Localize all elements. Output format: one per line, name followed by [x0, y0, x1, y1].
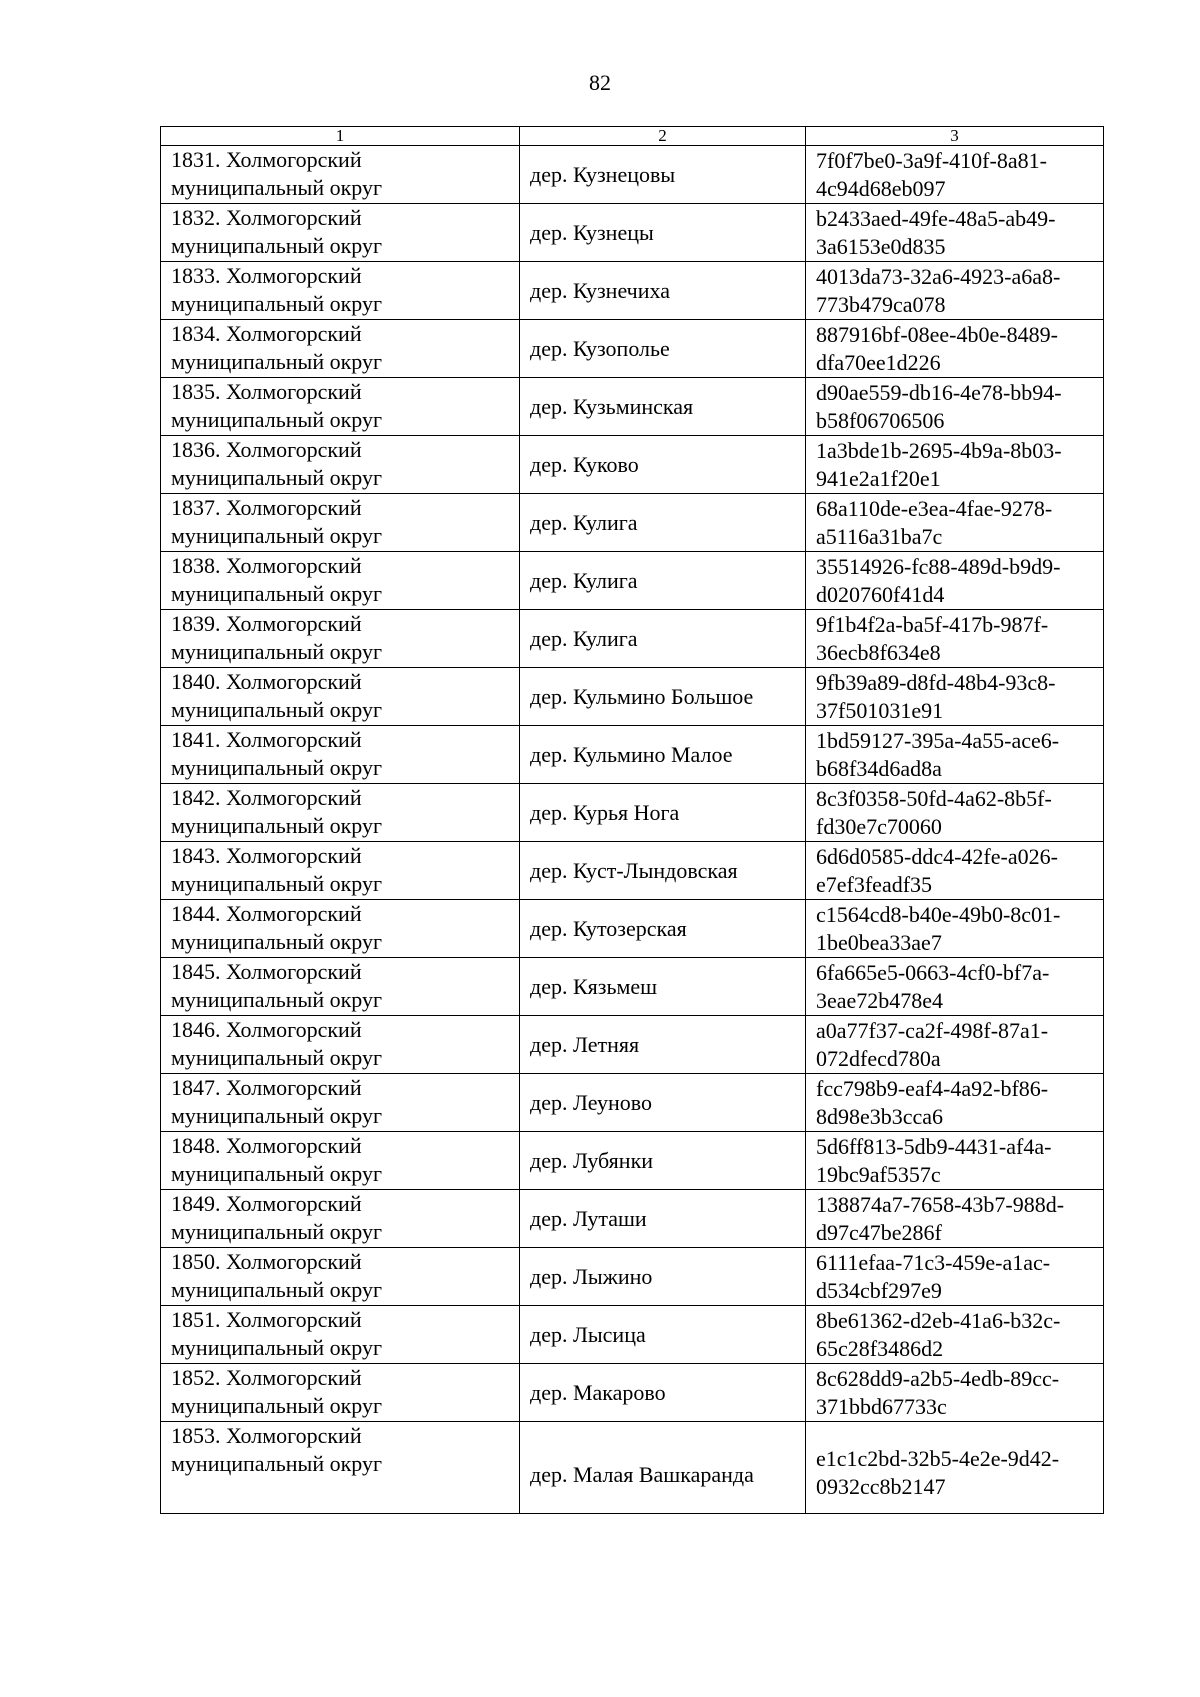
table-row: [161, 1016, 1104, 1074]
guid-part-1: 5d6ff813-5db9-4431-af4a-: [816, 1133, 1052, 1159]
guid-part-1: 68a110de-e3ea-4fae-9278-: [816, 495, 1053, 521]
municipality-cell: [161, 1190, 520, 1248]
settlement-name: дер. Лыжино: [530, 1263, 653, 1289]
guid-cell: [806, 320, 1104, 378]
settlement-name: дер. Кулига: [530, 567, 638, 593]
district-text: муниципальный округ: [171, 813, 383, 838]
municipality-cell: [161, 262, 520, 320]
table-row: [161, 552, 1104, 610]
guid-part-1: fcc798b9-eaf4-4a92-bf86-: [816, 1075, 1049, 1101]
municipality-cell: [161, 842, 520, 900]
settlement-name: дер. Луташи: [530, 1205, 647, 1231]
row-number-text: 1853. Холмогорский: [171, 1423, 362, 1448]
municipality-cell: [161, 900, 520, 958]
guid-part-2: d534cbf297e9: [816, 1277, 942, 1303]
table-row: [161, 1190, 1104, 1248]
district-text: муниципальный округ: [171, 1451, 383, 1476]
settlement-cell: [520, 1248, 806, 1306]
row-number-text: 1840. Холмогорский: [171, 669, 362, 694]
municipality-cell: [161, 1074, 520, 1132]
district-text: муниципальный округ: [171, 1103, 383, 1128]
district-text: муниципальный округ: [171, 1161, 383, 1186]
guid-part-1: 8be61362-d2eb-41a6-b32c-: [816, 1307, 1061, 1333]
guid-part-1: b2433aed-49fe-48a5-ab49-: [816, 205, 1056, 231]
row-number-text: 1839. Холмогорский: [171, 611, 362, 636]
settlement-cell: [520, 726, 806, 784]
municipality-cell: [161, 1132, 520, 1190]
table-row: [161, 958, 1104, 1016]
column-header-2: 2: [520, 127, 806, 146]
district-text: муниципальный округ: [171, 871, 383, 896]
guid-part-2: 8d98e3b3cca6: [816, 1103, 944, 1129]
guid-part-2: 4c94d68eb097: [816, 175, 946, 201]
guid-cell: [806, 1190, 1104, 1248]
row-number-text: 1835. Холмогорский: [171, 379, 362, 404]
column-header-3: 3: [806, 127, 1104, 146]
district-text: муниципальный округ: [171, 1045, 383, 1070]
settlement-name: дер. Кульмино Большое: [530, 683, 754, 709]
settlement-name: дер. Кузнецовы: [530, 161, 676, 187]
table-row: [161, 610, 1104, 668]
guid-part-1: 1bd59127-395a-4a55-ace6-: [816, 727, 1060, 753]
settlement-name: дер. Малая Вашкаранда: [530, 1461, 754, 1487]
row-number-text: 1834. Холмогорский: [171, 321, 362, 346]
settlement-cell: [520, 668, 806, 726]
settlement-cell: [520, 378, 806, 436]
table-row: [161, 1306, 1104, 1364]
settlement-cell: [520, 262, 806, 320]
settlement-cell: [520, 900, 806, 958]
settlement-cell: [520, 552, 806, 610]
district-text: муниципальный округ: [171, 639, 383, 664]
table-row: [161, 262, 1104, 320]
municipality-cell: [161, 204, 520, 262]
municipality-cell: [161, 146, 520, 204]
table-row: [161, 320, 1104, 378]
municipality-cell: [161, 1248, 520, 1306]
page-number: 82: [589, 70, 611, 95]
table-row: [161, 1132, 1104, 1190]
guid-cell: [806, 378, 1104, 436]
district-text: муниципальный округ: [171, 1277, 383, 1302]
guid-part-2: d97c47be286f: [816, 1219, 942, 1245]
row-number-text: 1843. Холмогорский: [171, 843, 362, 868]
row-number-text: 1832. Холмогорский: [171, 205, 362, 230]
row-number-text: 1838. Холмогорский: [171, 553, 362, 578]
district-text: муниципальный округ: [171, 987, 383, 1012]
column-header-1: 1: [161, 127, 520, 146]
settlement-name: дер. Куково: [530, 451, 639, 477]
table-row: [161, 1248, 1104, 1306]
table-row: [161, 378, 1104, 436]
guid-part-1: 6fa665e5-0663-4cf0-bf7a-: [816, 959, 1050, 985]
guid-part-1: 8c3f0358-50fd-4a62-8b5f-: [816, 785, 1052, 811]
settlement-name: дер. Кулига: [530, 625, 638, 651]
settlements-table: [160, 126, 1104, 1514]
district-text: муниципальный округ: [171, 465, 383, 490]
guid-part-1: 8c628dd9-a2b5-4edb-89cc-: [816, 1365, 1060, 1391]
row-number-text: 1850. Холмогорский: [171, 1249, 362, 1274]
district-text: муниципальный округ: [171, 929, 383, 954]
row-number-text: 1846. Холмогорский: [171, 1017, 362, 1042]
municipality-cell: [161, 726, 520, 784]
guid-part-1: c1564cd8-b40e-49b0-8c01-: [816, 901, 1061, 927]
guid-part-1: a0a77f37-ca2f-498f-87a1-: [816, 1017, 1049, 1043]
row-number-text: 1836. Холмогорский: [171, 437, 362, 462]
guid-part-2: b68f34d6ad8a: [816, 755, 942, 781]
table-row: [161, 784, 1104, 842]
guid-part-2: 371bbd67733c: [816, 1393, 947, 1419]
table-row: [161, 726, 1104, 784]
settlement-cell: [520, 1190, 806, 1248]
settlement-cell: [520, 1306, 806, 1364]
guid-part-2: fd30e7c70060: [816, 813, 942, 839]
guid-cell: [806, 1364, 1104, 1422]
settlement-name: дер. Макарово: [530, 1379, 666, 1405]
district-text: муниципальный округ: [171, 1219, 383, 1244]
municipality-cell: [161, 1016, 520, 1074]
guid-cell: [806, 842, 1104, 900]
guid-cell: [806, 1422, 1104, 1514]
guid-cell: [806, 262, 1104, 320]
guid-part-2: 37f501031e91: [816, 697, 944, 723]
table-row: [161, 668, 1104, 726]
district-text: муниципальный округ: [171, 1335, 383, 1360]
district-text: муниципальный округ: [171, 581, 383, 606]
row-number-text: 1848. Холмогорский: [171, 1133, 362, 1158]
guid-cell: [806, 494, 1104, 552]
district-text: муниципальный округ: [171, 523, 383, 548]
settlement-cell: [520, 610, 806, 668]
guid-part-2: e7ef3feadf35: [816, 871, 933, 897]
settlement-name: дер. Курья Нога: [530, 799, 680, 825]
guid-cell: [806, 1016, 1104, 1074]
municipality-cell: [161, 552, 520, 610]
guid-part-2: 19bc9af5357c: [816, 1161, 941, 1187]
row-number-text: 1842. Холмогорский: [171, 785, 362, 810]
district-text: муниципальный округ: [171, 1393, 383, 1418]
guid-part-1: 4013da73-32a6-4923-a6a8-: [816, 263, 1061, 289]
settlement-cell: [520, 146, 806, 204]
table-row: [161, 1422, 1104, 1514]
guid-part-1: 9f1b4f2a-ba5f-417b-987f-: [816, 611, 1049, 637]
district-text: муниципальный округ: [171, 407, 383, 432]
settlement-name: дер. Летняя: [530, 1031, 640, 1057]
row-number-text: 1841. Холмогорский: [171, 727, 362, 752]
settlement-name: дер. Леуново: [530, 1089, 652, 1115]
municipality-cell: [161, 320, 520, 378]
row-number-text: 1849. Холмогорский: [171, 1191, 362, 1216]
table-row: [161, 1364, 1104, 1422]
settlement-cell: [520, 204, 806, 262]
municipality-cell: [161, 436, 520, 494]
municipality-cell: [161, 958, 520, 1016]
row-number-text: 1831. Холмогорский: [171, 147, 362, 172]
guid-part-1: 6d6d0585-ddc4-42fe-a026-: [816, 843, 1058, 869]
guid-part-2: 3a6153e0d835: [816, 233, 946, 259]
municipality-cell: [161, 494, 520, 552]
guid-part-2: a5116a31ba7c: [816, 523, 943, 549]
settlement-name: дер. Кузнецы: [530, 219, 654, 245]
settlement-cell: [520, 958, 806, 1016]
settlement-name: дер. Кузнечиха: [530, 277, 670, 303]
settlement-cell: [520, 1016, 806, 1074]
guid-part-1: e1c1c2bd-32b5-4e2e-9d42-: [816, 1445, 1060, 1471]
guid-part-2: 941e2a1f20e1: [816, 465, 941, 491]
settlement-name: дер. Лысица: [530, 1321, 646, 1347]
settlement-name: дер. Лубянки: [530, 1147, 654, 1173]
row-number-text: 1844. Холмогорский: [171, 901, 362, 926]
municipality-cell: [161, 610, 520, 668]
guid-cell: [806, 1248, 1104, 1306]
municipality-cell: [161, 784, 520, 842]
settlement-name: дер. Кязьмеш: [530, 973, 658, 999]
guid-cell: [806, 146, 1104, 204]
district-text: муниципальный округ: [171, 755, 383, 780]
district-text: муниципальный округ: [171, 349, 383, 374]
guid-cell: [806, 204, 1104, 262]
guid-cell: [806, 668, 1104, 726]
guid-part-2: 773b479ca078: [816, 291, 946, 317]
municipality-cell: [161, 1364, 520, 1422]
guid-cell: [806, 1132, 1104, 1190]
table-row: [161, 842, 1104, 900]
guid-part-2: 3eae72b478e4: [816, 987, 944, 1013]
settlement-cell: [520, 436, 806, 494]
table-row: [161, 204, 1104, 262]
guid-part-2: 36ecb8f634e8: [816, 639, 941, 665]
settlement-cell: [520, 320, 806, 378]
settlement-name: дер. Куст-Лындовская: [530, 857, 738, 883]
settlement-cell: [520, 784, 806, 842]
table-row: [161, 1074, 1104, 1132]
guid-cell: [806, 784, 1104, 842]
guid-part-2: 1be0bea33ae7: [816, 929, 942, 955]
guid-part-1: d90ae559-db16-4e78-bb94-: [816, 379, 1062, 405]
settlement-name: дер. Кузьминская: [530, 393, 694, 419]
table-row: [161, 494, 1104, 552]
district-text: муниципальный округ: [171, 233, 383, 258]
table-row: [161, 146, 1104, 204]
district-text: муниципальный округ: [171, 175, 383, 200]
table-row: [161, 900, 1104, 958]
guid-cell: [806, 900, 1104, 958]
municipality-cell: [161, 668, 520, 726]
guid-part-2: b58f06706506: [816, 407, 945, 433]
row-number-text: 1845. Холмогорский: [171, 959, 362, 984]
row-number-text: 1847. Холмогорский: [171, 1075, 362, 1100]
guid-part-2: 0932cc8b2147: [816, 1473, 946, 1499]
guid-part-1: 6111efaa-71c3-459e-a1ac-: [816, 1249, 1051, 1275]
row-number-text: 1851. Холмогорский: [171, 1307, 362, 1332]
settlement-cell: [520, 1364, 806, 1422]
row-number-text: 1833. Холмогорский: [171, 263, 362, 288]
table-row: [161, 436, 1104, 494]
guid-cell: [806, 958, 1104, 1016]
guid-part-2: 65c28f3486d2: [816, 1335, 944, 1361]
guid-cell: [806, 610, 1104, 668]
municipality-cell: [161, 1422, 520, 1514]
guid-part-2: d020760f41d4: [816, 581, 945, 607]
guid-part-1: 1a3bde1b-2695-4b9a-8b03-: [816, 437, 1062, 463]
row-number-text: 1837. Холмогорский: [171, 495, 362, 520]
settlement-name: дер. Кулига: [530, 509, 638, 535]
guid-part-1: 9fb39a89-d8fd-48b4-93c8-: [816, 669, 1056, 695]
district-text: муниципальный округ: [171, 697, 383, 722]
settlement-cell: [520, 1074, 806, 1132]
guid-part-2: 072dfecd780a: [816, 1045, 941, 1071]
table-header-row: [161, 127, 1104, 146]
guid-cell: [806, 436, 1104, 494]
guid-cell: [806, 726, 1104, 784]
guid-part-1: 35514926-fc88-489d-b9d9-: [816, 553, 1061, 579]
row-number-text: 1852. Холмогорский: [171, 1365, 362, 1390]
settlement-name: дер. Кутозерская: [530, 915, 687, 941]
settlement-cell: [520, 1422, 806, 1514]
guid-part-1: 887916bf-08ee-4b0e-8489-: [816, 321, 1058, 347]
guid-part-1: 7f0f7be0-3a9f-410f-8a81-: [816, 147, 1047, 173]
district-text: муниципальный округ: [171, 291, 383, 316]
guid-cell: [806, 1306, 1104, 1364]
settlement-name: дер. Кульмино Малое: [530, 741, 733, 767]
municipality-cell: [161, 378, 520, 436]
settlement-cell: [520, 494, 806, 552]
guid-part-2: dfa70ee1d226: [816, 349, 941, 375]
guid-cell: [806, 1074, 1104, 1132]
municipality-cell: [161, 1306, 520, 1364]
guid-part-1: 138874a7-7658-43b7-988d-: [816, 1191, 1065, 1217]
settlement-cell: [520, 1132, 806, 1190]
settlement-name: дер. Кузополье: [530, 335, 670, 361]
settlement-cell: [520, 842, 806, 900]
guid-cell: [806, 552, 1104, 610]
